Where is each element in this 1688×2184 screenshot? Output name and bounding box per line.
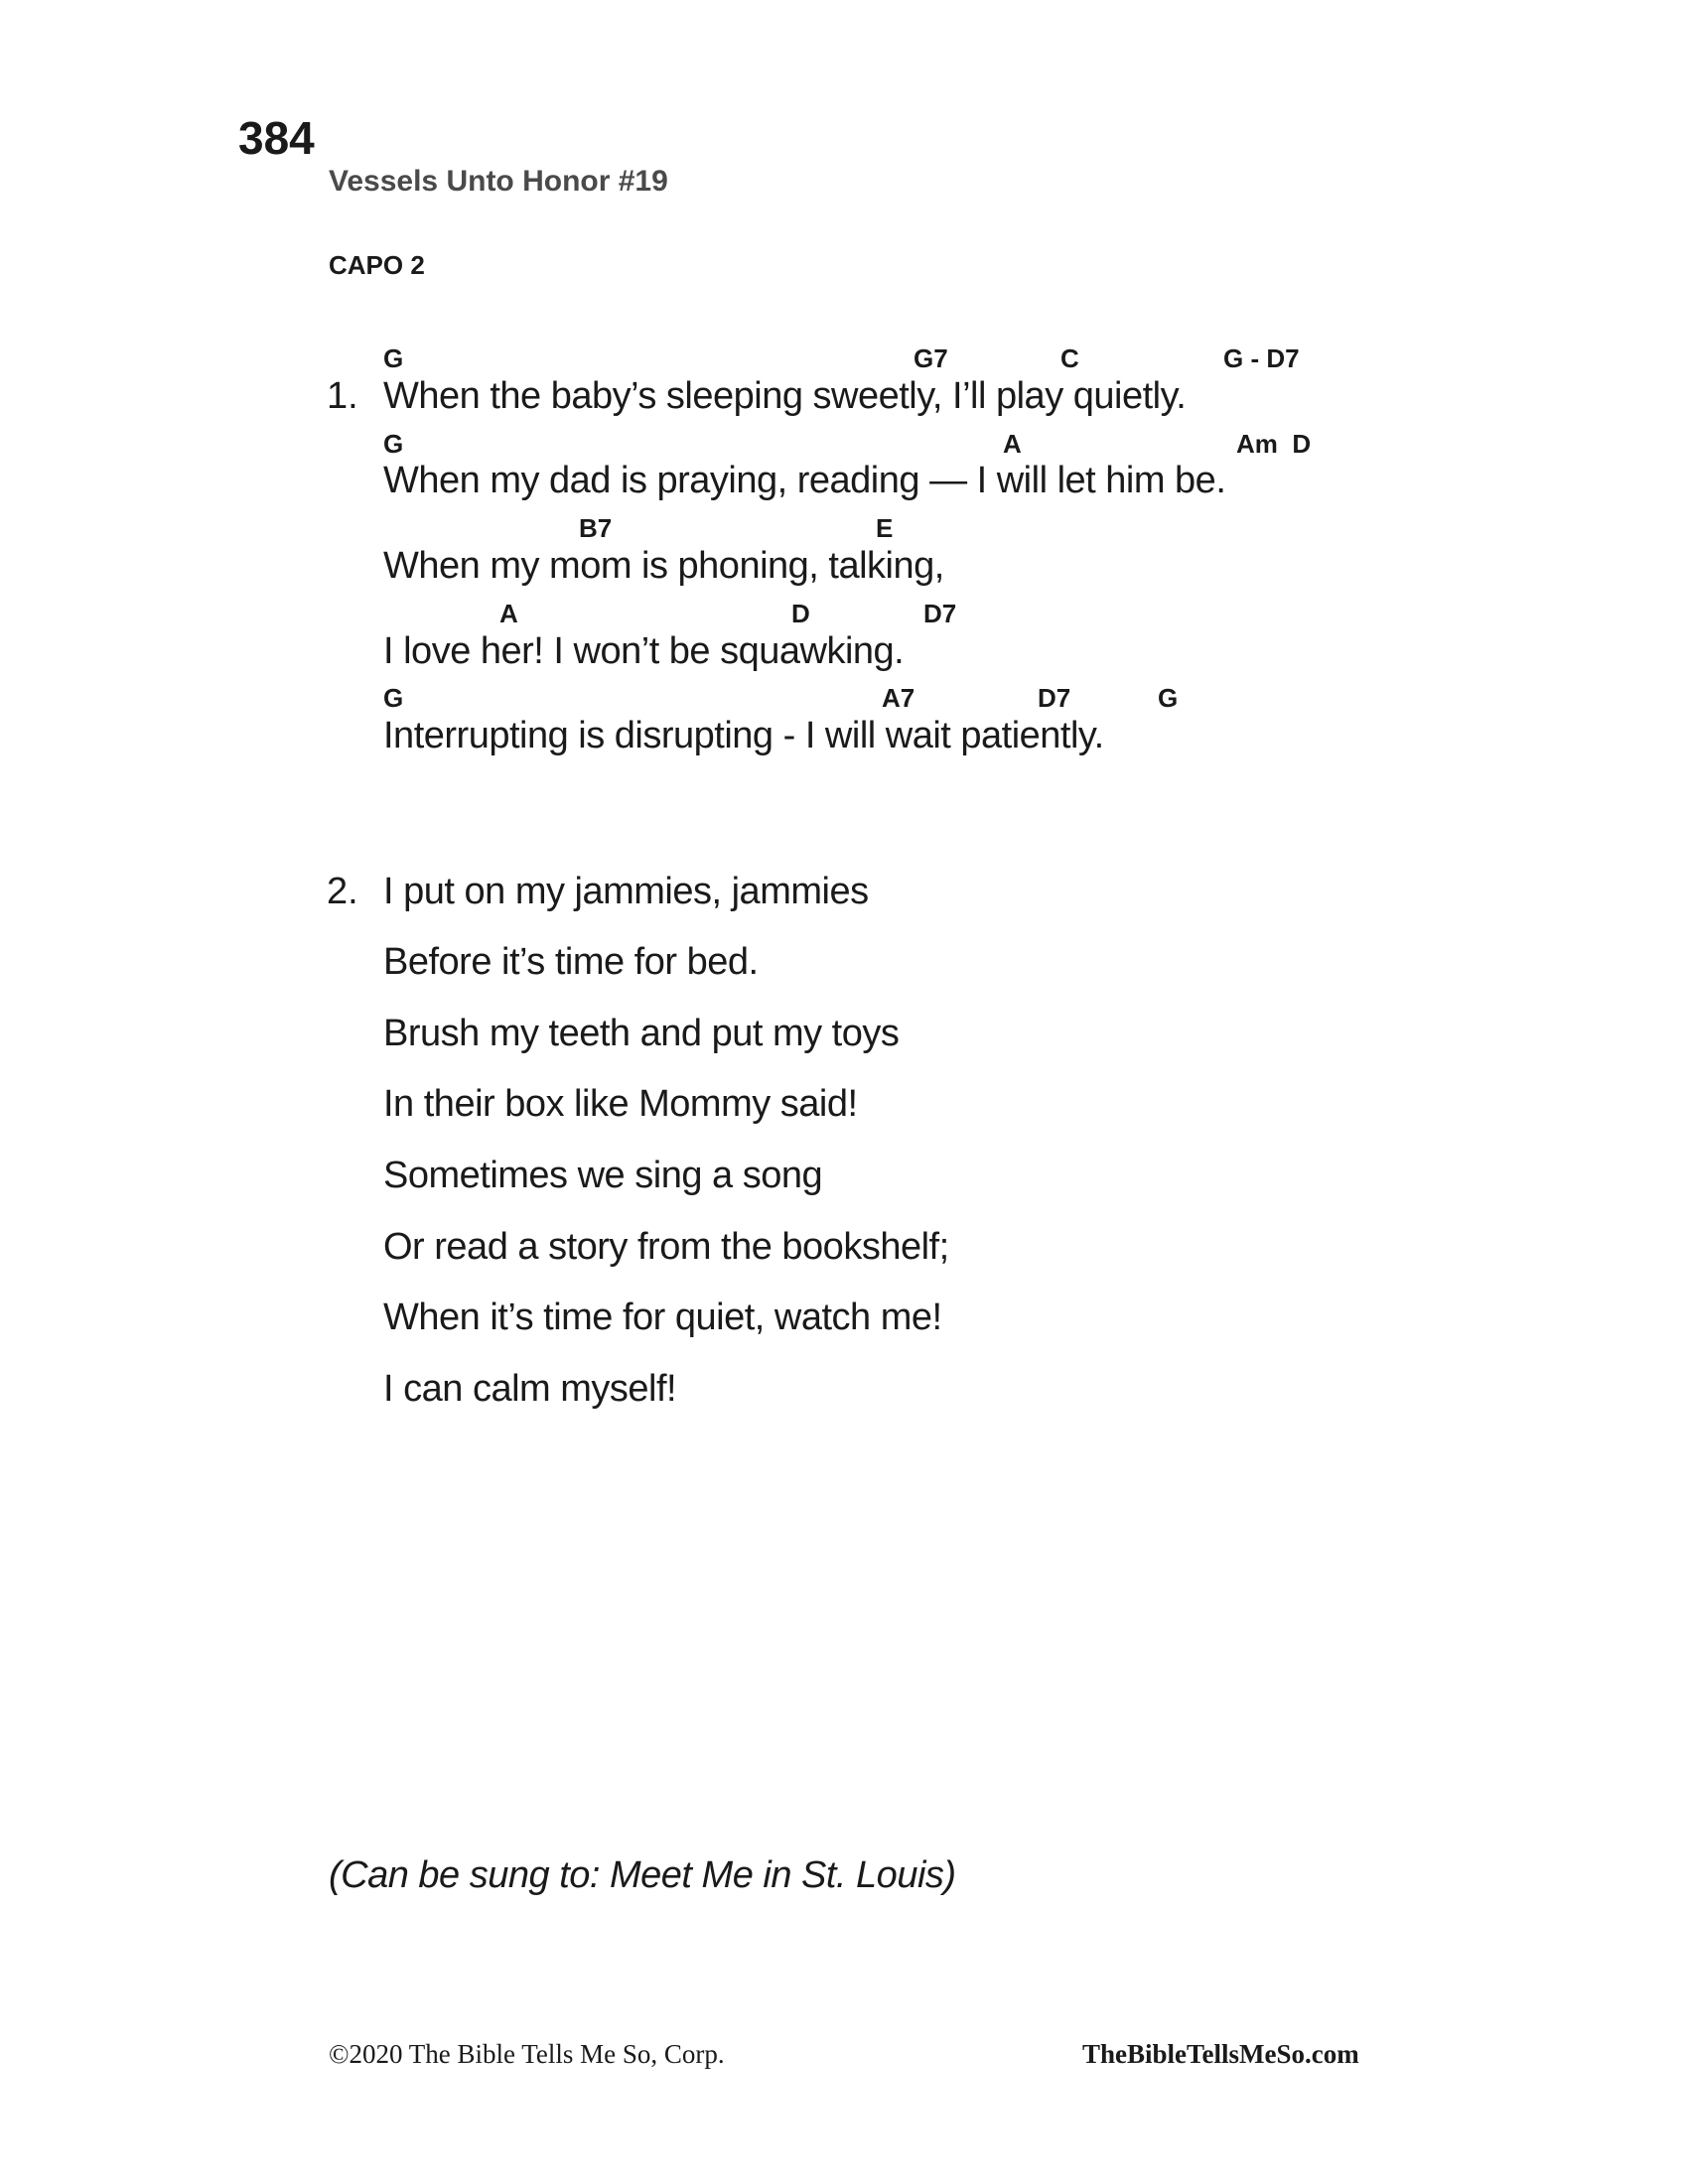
chord: G7 <box>914 343 948 373</box>
lyric-line: I can calm myself! <box>383 1368 677 1410</box>
footer-website-link[interactable]: TheBibleTellsMeSo.com <box>1082 2039 1359 2069</box>
lyric-line: Brush my teeth and put my toys <box>383 1013 900 1054</box>
chord: D7 <box>1038 683 1071 713</box>
lyric-line: I put on my jammies, jammies <box>383 871 869 912</box>
chord: G <box>383 429 404 459</box>
lyric-line: I love her! I won’t be squawking. <box>383 630 905 672</box>
chord: D7 <box>923 599 957 628</box>
chord: D <box>791 599 810 628</box>
chord: A <box>499 599 518 628</box>
chord: G - D7 <box>1223 343 1300 373</box>
chord: G <box>383 683 404 713</box>
page-number: 384 <box>238 112 315 164</box>
lyric-line: When my mom is phoning, talking, <box>383 545 944 587</box>
chord: A <box>1003 429 1022 459</box>
chord: G <box>383 343 404 373</box>
lyric-line: Or read a story from the bookshelf; <box>383 1226 949 1268</box>
chord: G <box>1158 683 1179 713</box>
lyric-line: When the baby’s sleeping sweetly, I’ll play quietly. <box>383 375 1187 417</box>
lyric-line: Sometimes we sing a song <box>383 1155 823 1196</box>
chord: C <box>1060 343 1079 373</box>
capo-instruction: CAPO 2 <box>329 250 425 280</box>
verse-number: 1. <box>327 375 358 417</box>
chord: E <box>876 513 894 543</box>
tune-note: (Can be sung to: Meet Me in St. Louis) <box>329 1854 956 1896</box>
lyric-line: When my dad is praying, reading — I will let him be. <box>383 460 1226 501</box>
lyric-line: When it’s time for quiet, watch me! <box>383 1297 942 1338</box>
chord: A7 <box>882 683 915 713</box>
lyric-line: In their box like Mommy said! <box>383 1083 858 1125</box>
footer-copyright: ©2020 The Bible Tells Me So, Corp. <box>329 2039 725 2069</box>
chord: B7 <box>579 513 613 543</box>
lyric-line: Before it’s time for bed. <box>383 941 759 983</box>
song-title: Vessels Unto Honor #19 <box>329 165 668 198</box>
verse-number: 2. <box>327 871 358 912</box>
chord: Am D <box>1236 429 1312 459</box>
lyric-line: Interrupting is disrupting - I will wait patiently. <box>383 715 1104 756</box>
